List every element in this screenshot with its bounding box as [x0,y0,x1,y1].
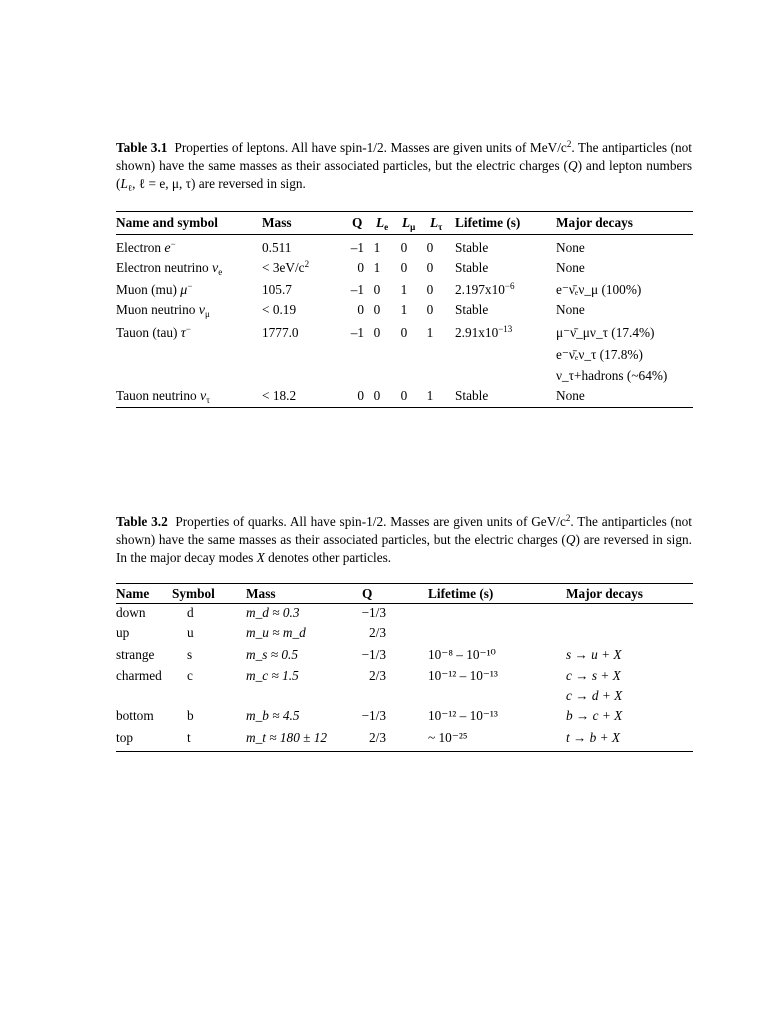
lepton-mass: < 0.19 [262,302,297,317]
table2-bottom-rule [116,751,693,752]
lepton-symbol: e [164,241,171,256]
table2-header-mass: Mass [246,586,276,601]
table1-caption: Table 3.1 Properties of leptons. All have spin-1/2. Masses are given units of MeV/$c^2$. The antiparticles (not shown) have the same masses as their associated particles, but the electric charges (Q) and lepton numbers ($L_\ell$, ℓ = e, μ, τ) are reversed in sign. [116,139,692,193]
quark-decay: c → d + X [566,688,623,703]
lepton-symbol: τ [180,326,186,341]
quark-lifetime: 10⁻⁸ – 10⁻¹⁰ [428,647,496,662]
quark-decay: b → c + X [566,708,623,723]
table1-header-name: Name and symbol [116,215,218,230]
lepton-decay: e⁻ν̄ₑν_μ (100%) [556,282,642,297]
lepton-name: Electron neutrino $\nu_e$ [116,260,223,277]
lepton-le: 0 [373,388,381,403]
quark-name: charmed [116,668,162,683]
table2-header-lifetime: Lifetime (s) [428,586,494,601]
lepton-q: –1 [350,325,364,340]
table2-caption: Table 3.2 Properties of quarks. All have spin-1/2. Masses are given units of GeV/$c^2$. The antiparticles (not shown) have the same masses as their associated particles, but the electric charges (Q) are reversed in sign. In the major decay modes X denotes other particles. [116,513,693,565]
quark-symbol: s [187,647,193,662]
lepton-mass: 0.511 [262,240,292,255]
lepton-q: –1 [350,240,364,255]
quark-mass: m_s ≈ 0.5 [246,647,298,662]
lepton-name: Muon (mu) μ− [116,281,193,298]
quark-q: 2/3 [369,730,386,745]
lepton-symbol: ν [198,303,205,318]
lepton-decay: μ⁻ν̄_μν_τ (17.4%) [556,325,655,340]
lepton-lmu: 0 [400,325,408,340]
table2-header-decays: Major decays [566,586,643,601]
table1-header-ltau: $L_\tau$ [430,215,443,232]
quark-symbol: t [187,730,191,745]
lepton-mass: < $3eV/c^2$ [262,259,310,275]
lepton-ltau: 1 [426,388,434,403]
quark-q: 2/3 [369,668,386,683]
lepton-symbol: μ [180,283,188,298]
quark-symbol: c [187,668,193,683]
lepton-ltau: 1 [426,325,434,340]
lepton-decay: e⁻ν̄ₑν_τ (17.8%) [556,347,643,362]
lepton-lmu: 0 [400,240,408,255]
table2-header-symbol: Symbol [172,586,215,601]
lepton-q: 0 [357,302,364,317]
lepton-lifetime: $2.197x10^{-6}$ [455,281,515,297]
lepton-ltau: 0 [426,240,434,255]
lepton-ltau: 0 [426,302,434,317]
table1-header-mass: Mass [262,215,292,230]
quark-q: −1/3 [361,708,386,723]
quark-mass: m_u ≈ m_d [246,625,306,640]
lepton-name: Electron e− [116,239,176,256]
quark-name: strange [116,647,155,662]
quark-name: up [116,625,130,640]
table2-header-q: Q [362,586,373,601]
quark-mass: m_b ≈ 4.5 [246,708,300,723]
quark-decay: c → s + X [566,668,621,683]
table1-header-lmu: $L_\mu$ [402,215,416,232]
lepton-decay: ν_τ+hadrons (~64%) [556,368,668,383]
lepton-lmu: 0 [400,388,408,403]
table1-header-decays: Major decays [556,215,633,230]
quark-name: down [116,605,146,620]
lepton-lmu: 0 [400,260,408,275]
lepton-symbol: ν [200,389,207,404]
lepton-mass: 1777.0 [262,325,299,340]
table2-header-name: Name [116,586,150,601]
lepton-lifetime: Stable [455,260,489,275]
lepton-ltau: 0 [426,260,434,275]
lepton-le: 0 [373,302,381,317]
table1-bottom-rule [116,407,693,408]
table2-top-rule [116,583,693,584]
lepton-ltau: 0 [426,282,434,297]
table1-header-rule [116,234,693,235]
quark-decay: t → b + X [566,730,621,745]
quark-q: −1/3 [361,605,386,620]
lepton-lmu: 1 [400,282,408,297]
table1-header-lifetime: Lifetime (s) [455,215,521,230]
quark-symbol: d [187,605,194,620]
table1-caption-text: Properties of leptons. All have spin-1/2. Masses are given units of [174,140,527,155]
lepton-name: Tauon neutrino $\nu_\tau$ [116,388,210,405]
lepton-decay: None [556,388,585,403]
table2-caption-unit: GeV/$c^2$ [531,513,571,529]
quark-name: top [116,730,133,745]
lepton-lifetime: $2.91x10^{-13}$ [455,324,513,340]
table1-top-rule [116,211,693,212]
table1-header-q: Q [352,215,363,230]
quark-name: bottom [116,708,154,723]
lepton-lifetime: Stable [455,302,489,317]
lepton-decay: None [556,240,585,255]
table2-caption-label: Table 3.2 [116,514,168,529]
lepton-lifetime: Stable [455,240,489,255]
lepton-le: 0 [373,282,381,297]
lepton-q: 0 [357,388,364,403]
lepton-q: 0 [357,260,364,275]
quark-lifetime: ~ 10⁻²⁵ [428,730,468,745]
lepton-name: Tauon (tau) τ− [116,324,191,341]
lepton-mass: 105.7 [262,282,292,297]
lepton-le: 1 [373,260,381,275]
table2-header-rule [116,603,693,604]
quark-mass: m_d ≈ 0.3 [246,605,300,620]
quark-lifetime: 10⁻¹² – 10⁻¹³ [428,708,498,723]
quark-symbol: u [187,625,194,640]
quark-symbol: b [187,708,194,723]
table1-caption-label: Table 3.1 [116,140,168,155]
quark-q: −1/3 [361,647,386,662]
table2-caption-text: Properties of quarks. All have spin-1/2. Masses are given units of [175,514,528,529]
lepton-decay: None [556,260,585,275]
quark-mass: m_c ≈ 1.5 [246,668,299,683]
lepton-le: 1 [373,240,381,255]
lepton-q: –1 [350,282,364,297]
table1-caption-unit: MeV/$c^2$ [529,139,572,155]
quark-decay: s → u + X [566,647,622,662]
quark-q: 2/3 [369,625,386,640]
table1-header-le: $L_e$ [376,215,389,232]
quark-lifetime: 10⁻¹² – 10⁻¹³ [428,668,498,683]
lepton-lmu: 1 [400,302,408,317]
lepton-name: Muon neutrino $\nu_\mu$ [116,302,210,319]
lepton-le: 0 [373,325,381,340]
lepton-symbol: ν [212,261,219,276]
quark-mass: m_t ≈ 180 ± 12 [246,730,328,745]
lepton-lifetime: Stable [455,388,489,403]
lepton-decay: None [556,302,585,317]
lepton-mass: < 18.2 [262,388,297,403]
